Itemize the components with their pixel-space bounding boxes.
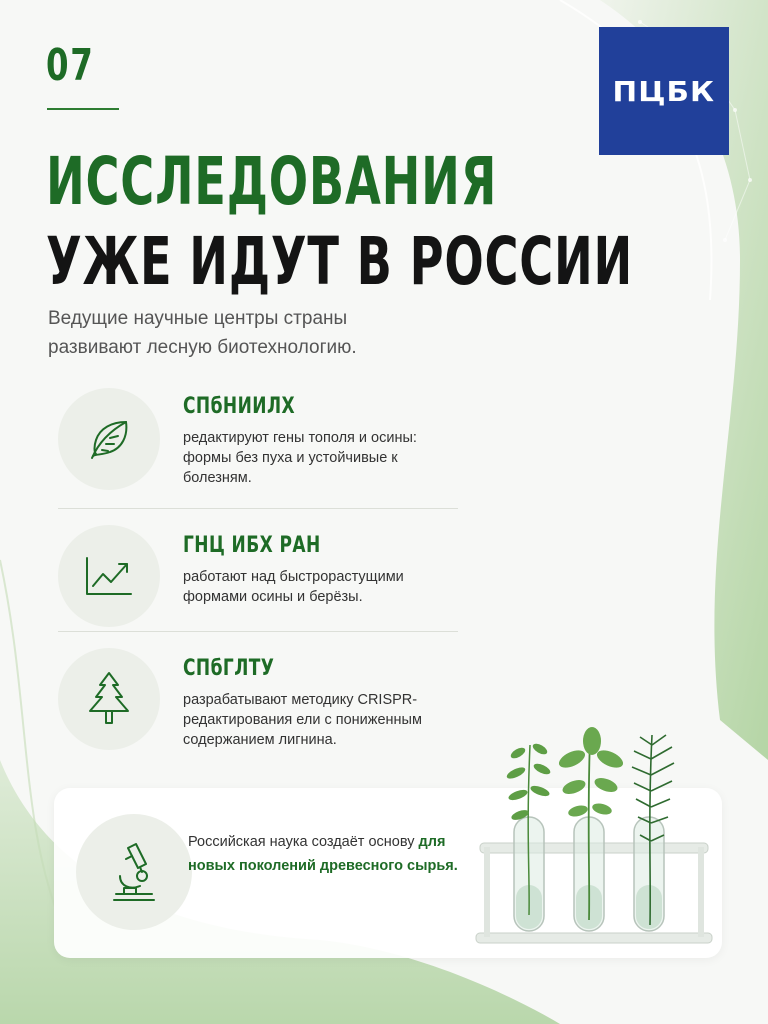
feature-title: СПбГЛТУ xyxy=(183,656,275,681)
subtitle-line-2: развивают лесную биотехнологию. xyxy=(48,337,357,358)
brand-logo xyxy=(599,27,729,155)
growth-chart-icon xyxy=(83,554,135,598)
subtitle xyxy=(48,304,468,362)
feature-item xyxy=(58,386,458,508)
page-title-line-1: ИССЛЕДОВАНИЯ xyxy=(46,143,498,220)
feature-icon-circle xyxy=(58,525,160,627)
brand-logo-text: ПЦБК xyxy=(612,74,716,108)
feature-description: редактируют гены тополя и осины: формы без пуха и устойчивые к болезням. xyxy=(183,430,417,486)
test-tubes-with-seedlings-illustration xyxy=(474,725,714,950)
conclusion-text-plain: Российская наука создаёт основу xyxy=(188,834,415,850)
leaf-icon xyxy=(84,414,134,464)
conclusion-text xyxy=(188,830,458,878)
feature-icon-circle xyxy=(58,648,160,750)
slide-number-underline xyxy=(47,108,119,110)
feature-icon-circle xyxy=(58,388,160,490)
conclusion-icon-circle xyxy=(76,814,192,930)
feature-title: ГНЦ ИБХ РАН xyxy=(183,533,321,558)
page-title-line-2: УЖЕ ИДУТ В РОССИИ xyxy=(46,223,634,300)
subtitle-line-1: Ведущие научные центры страны xyxy=(48,308,348,329)
conclusion-text-highlight: для новых поколений древесного сырья. xyxy=(188,834,458,874)
fir-tree-icon xyxy=(84,669,134,729)
feature-description: разрабатывают методику CRISPR-редактирования ели с пониженным содержанием лигнина. xyxy=(183,692,422,748)
feature-title: СПбНИИЛХ xyxy=(183,394,296,419)
microscope-icon xyxy=(106,842,162,902)
slide-number: 07 xyxy=(46,40,95,91)
feature-description: работают над быстрорастущими формами осины и берёзы. xyxy=(183,569,404,605)
feature-list xyxy=(58,386,458,754)
feature-item xyxy=(58,508,458,631)
page-title xyxy=(46,142,768,302)
feature-item xyxy=(58,631,458,754)
